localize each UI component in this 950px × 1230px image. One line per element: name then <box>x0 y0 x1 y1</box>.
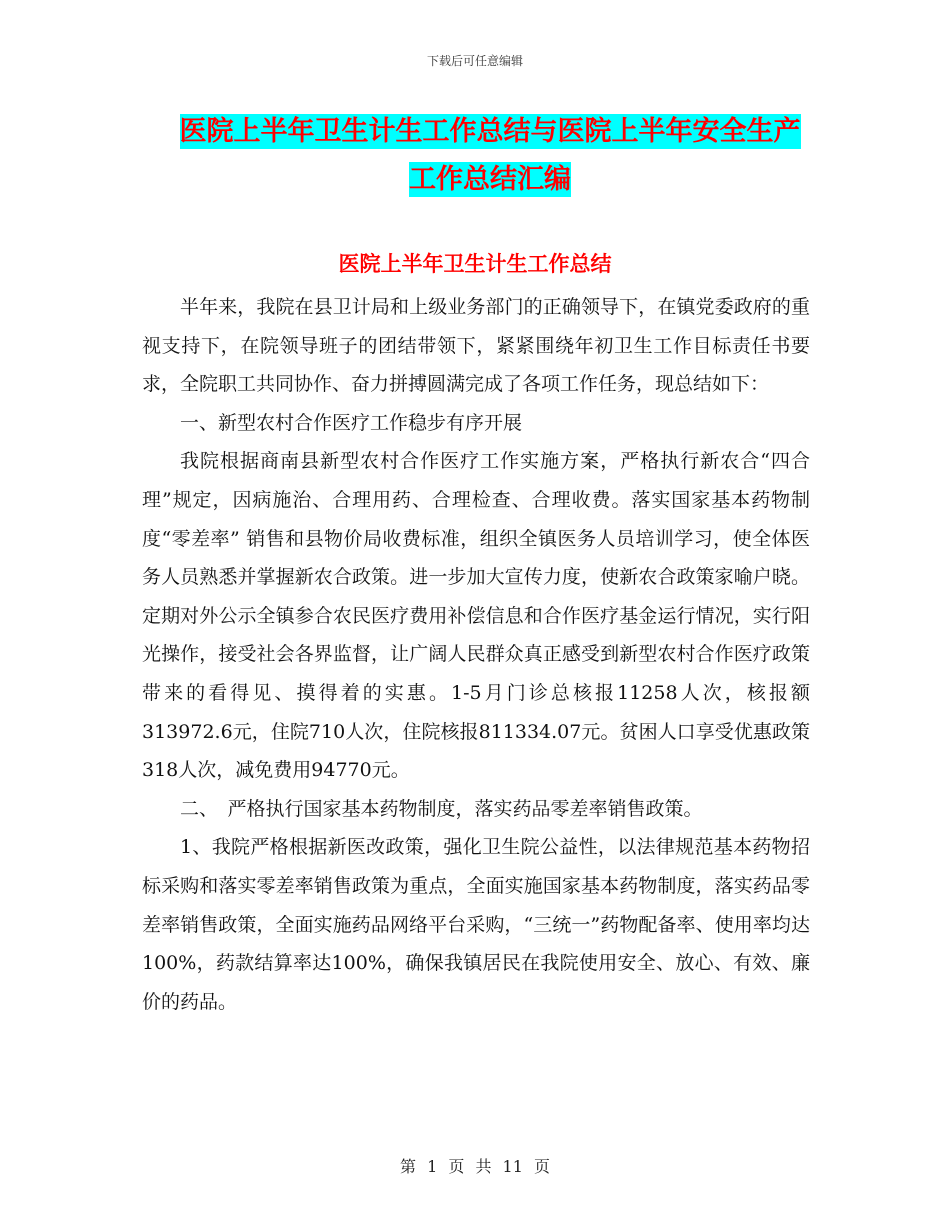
main-title <box>140 108 840 204</box>
header-note: 下载后可任意编辑 <box>426 54 523 68</box>
page-footer: 第 1 页 共 11 页 <box>400 1157 550 1176</box>
heading-section-1: 一、新型农村合作医疗工作稳步有序开展 <box>180 411 523 434</box>
document-body <box>142 288 810 1021</box>
main-title-line-1: 医院上半年卫生计生工作总结与医院上半年安全生产 <box>179 116 801 147</box>
paragraph-section-2-item-1: 1、我院严格根据新医改政策，强化卫生院公益性，以法律规范基本药物招标采购和落实零差率销售政策为重点，全面实施国家基本药物制度，落实药品零差率销售政策，全面实施药品网络平台采购，“三统一”药物配备率、使用率均达100%，药款结算率达100%，确保我镇居民在我院使用安全、放心、有效、廉价的药品。 <box>142 836 810 1013</box>
section-title: 医院上半年卫生计生工作总结 <box>338 252 612 276</box>
main-title-line-2: 工作总结汇编 <box>409 164 571 195</box>
heading-section-2: 二、 严格执行国家基本药物制度，落实药品零差率销售政策。 <box>180 797 703 820</box>
paragraph-section-1: 我院根据商南县新型农村合作医疗工作实施方案，严格执行新农合“四合理”规定，因病施治、合理用药、合理检查、合理收费。落实国家基本药物制度“零差率” 销售和县物价局收费标准，组织全镇医务人员培训学习，使全体医务人员熟悉并掌握新农合政策。进一步加大宣传力度，使新农合政策家喻户晓。定期对外公示全镇参合农民医疗费用补偿信息和合作医疗基金运行情况，实行阳光操作，接受社会各界监督，让广阔人民群众真正感受到新型农村合作医疗政策带来的看得见、摸得着的实惠。1-5月门诊总核报11258人次，核报额313972.6元，住院710人次，住院核报811334.07元。贫困人口享受优惠政策318人次，减免费用94770元。 <box>142 450 810 782</box>
paragraph-intro: 半年来，我院在县卫计局和上级业务部门的正确领导下，在镇党委政府的重视支持下，在院领导班子的团结带领下，紧紧围绕年初卫生工作目标责任书要求，全院职工共同协作、奋力拼搏圆满完成了各项工作任务，现总结如下： <box>142 296 810 396</box>
